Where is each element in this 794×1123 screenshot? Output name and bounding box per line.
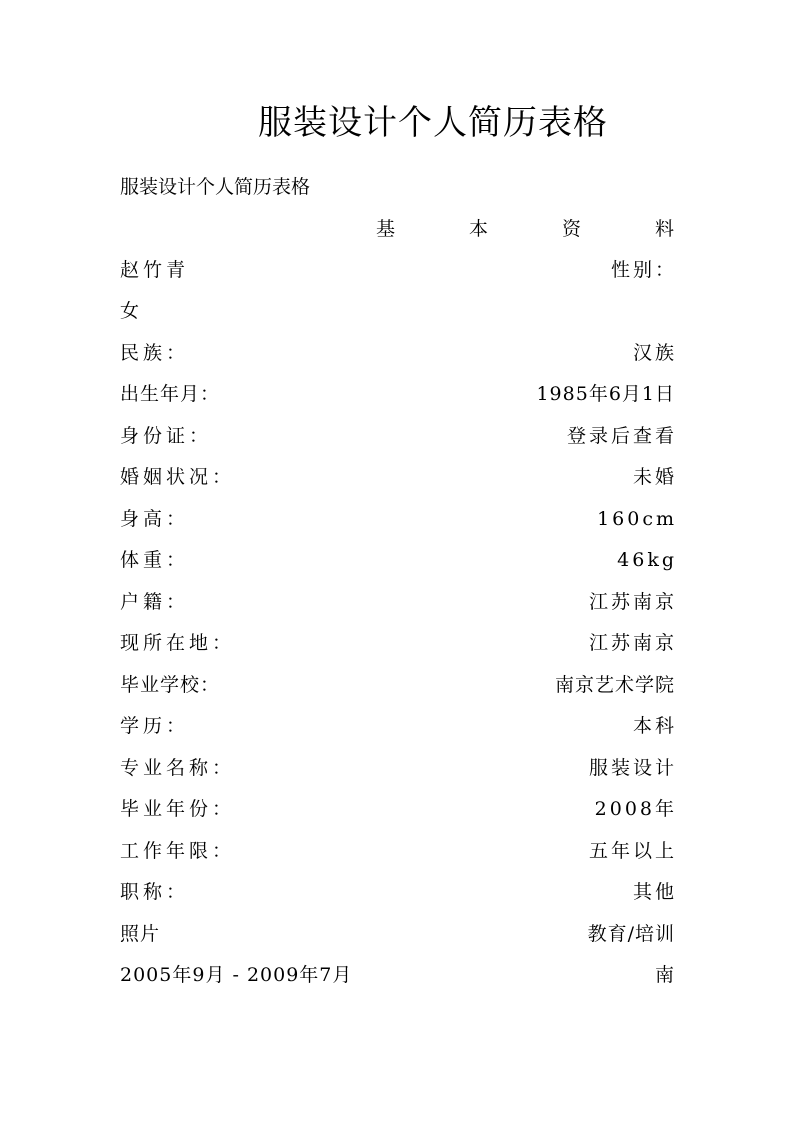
section-header-char: 资 bbox=[561, 218, 581, 240]
row-value: 江苏南京 bbox=[588, 632, 677, 654]
info-row-major bbox=[120, 755, 677, 781]
info-row-education-period bbox=[120, 962, 674, 988]
info-row-id-card bbox=[120, 423, 677, 449]
row-value: 2008年 bbox=[594, 798, 677, 820]
info-row-birth-date bbox=[120, 381, 674, 407]
info-row-current-location bbox=[120, 630, 677, 656]
row-value: 本科 bbox=[632, 715, 677, 737]
section-header-basic-info bbox=[376, 216, 674, 242]
document-title: 服装设计个人简历表格 bbox=[258, 103, 608, 143]
row-value: 南 bbox=[654, 964, 675, 986]
row-label: 民族： bbox=[120, 342, 190, 364]
info-row-marital-status bbox=[120, 464, 677, 490]
info-row-education bbox=[120, 713, 677, 739]
row-value: 江苏南京 bbox=[588, 591, 677, 613]
row-label: 工作年限： bbox=[120, 840, 236, 862]
document-subtitle: 服装设计个人简历表格 bbox=[120, 176, 311, 198]
info-row-work-years bbox=[120, 838, 677, 864]
info-row-graduation-year bbox=[120, 796, 677, 822]
info-row-title bbox=[120, 879, 677, 905]
gender-label: 性别： bbox=[610, 259, 677, 281]
row-label: 照片 bbox=[120, 923, 161, 945]
row-label: 2005年9月 - 2009年7月 bbox=[120, 964, 353, 986]
row-label: 体重： bbox=[120, 549, 190, 571]
row-value: 教育/培训 bbox=[587, 923, 675, 945]
row-value: 汉族 bbox=[632, 342, 677, 364]
section-header-char: 本 bbox=[468, 218, 488, 240]
row-label: 毕业年份： bbox=[120, 798, 236, 820]
row-label: 身高： bbox=[120, 508, 190, 530]
row-value: 服装设计 bbox=[588, 757, 677, 779]
gender-value: 女 bbox=[120, 300, 140, 322]
info-row-height bbox=[120, 506, 677, 532]
row-value: 未婚 bbox=[632, 466, 677, 488]
row-value: 其他 bbox=[632, 881, 677, 903]
row-value: 五年以上 bbox=[588, 840, 677, 862]
row-label: 户籍： bbox=[120, 591, 190, 613]
row-value: 南京艺术学院 bbox=[554, 674, 675, 696]
row-value: 160cm bbox=[597, 508, 677, 530]
info-row-weight bbox=[120, 547, 677, 573]
row-label: 毕业学校： bbox=[120, 674, 221, 696]
row-value: 46kg bbox=[617, 549, 677, 571]
row-label: 现所在地： bbox=[120, 632, 236, 654]
row-label: 专业名称： bbox=[120, 757, 236, 779]
name-value: 赵竹青 bbox=[120, 259, 190, 281]
info-row-graduate-school bbox=[120, 672, 674, 698]
row-label: 出生年月： bbox=[120, 383, 221, 405]
row-value: 1985年6月1日 bbox=[536, 383, 675, 405]
section-header-char: 基 bbox=[376, 218, 396, 240]
row-label: 身份证： bbox=[120, 425, 213, 447]
row-label: 学历： bbox=[120, 715, 190, 737]
section-header-char: 料 bbox=[654, 218, 674, 240]
row-label: 婚姻状况： bbox=[120, 466, 236, 488]
info-row-ethnicity bbox=[120, 340, 677, 366]
info-row-photo-education bbox=[120, 921, 674, 947]
name-row bbox=[120, 257, 677, 283]
info-row-household-registration bbox=[120, 589, 677, 615]
row-value[interactable]: 登录后查看 bbox=[566, 425, 677, 447]
row-label: 职称： bbox=[120, 881, 190, 903]
